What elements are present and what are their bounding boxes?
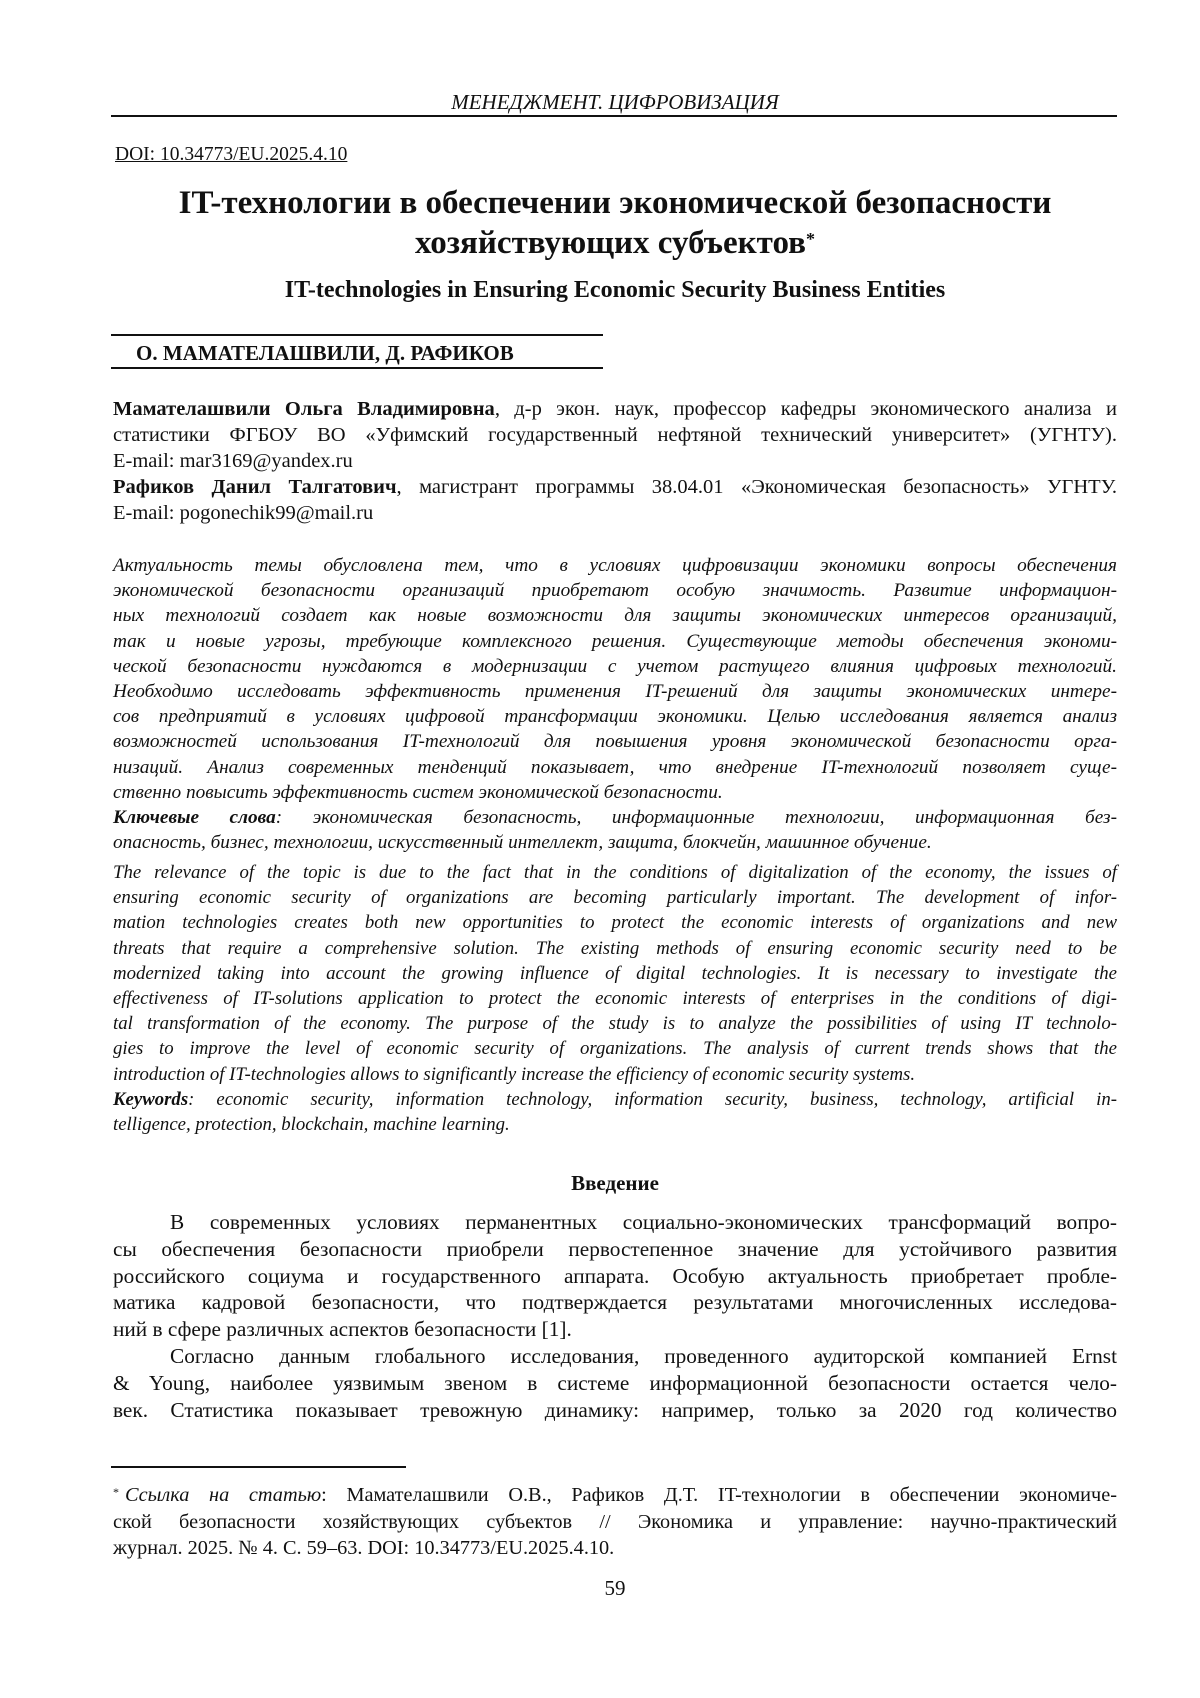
line-text: gies to improve the level of economic security of organizations. The analysis of current trends shows that the (113, 1038, 1117, 1059)
line-text: E-mail: pogonechik99@mail.ru (113, 502, 373, 524)
line-text: век. Статистика показывает тревожную динамику: например, только за 2020 год количество (113, 1398, 1117, 1422)
running-header: МЕНЕДЖМЕНТ. ЦИФРОВИЗАЦИЯ (113, 89, 1117, 115)
authors-bottom-rule (111, 367, 603, 369)
text-line (113, 578, 1117, 603)
line-lead-label: Ссылка на статью (125, 1484, 321, 1506)
text-line (113, 654, 1117, 679)
line-text: матика кадровой безопасности, что подтверждается результатами многочисленных исследова- (113, 1290, 1117, 1314)
line-text: : Мамателашвили О.В., Рафиков Д.Т. IT-технологии в обеспечении экономиче- (321, 1484, 1117, 1506)
line-text: возможностей использования IT-технологий для повышения уровня экономической безопасности орга- (113, 731, 1117, 752)
text-line (113, 755, 1117, 780)
text-line (113, 500, 1117, 526)
text-line (113, 1343, 1117, 1370)
section-heading-introduction: Введение (113, 1170, 1117, 1196)
line-text: : economic security, information technology, information security, business, technology, artificial in- (188, 1089, 1117, 1110)
title-line-text: хозяйствующих субъектов (415, 225, 806, 261)
line-text: effectiveness of IT-solutions application to protect the economic interests of enterprises in the conditions of digi- (113, 988, 1117, 1009)
footnote-rule (111, 1466, 406, 1468)
line-text: threats that require a comprehensive solution. The existing methods of ensuring economic security need to be (113, 938, 1117, 959)
line-text: & Young, наиболее уязвимым звеном в системе информационной безопасности остается чело- (113, 1371, 1117, 1395)
authors-top-rule (111, 334, 603, 336)
title-line (113, 223, 1117, 263)
text-line (113, 396, 1117, 422)
text-line (113, 1482, 1117, 1509)
line-lead-label: Мамателашвили Ольга Владимировна (113, 398, 495, 420)
text-line (113, 885, 1117, 910)
text-line (113, 1011, 1117, 1036)
text-line (113, 1397, 1117, 1424)
text-line (113, 936, 1117, 961)
text-line (113, 1112, 1117, 1137)
line-text: Согласно данным глобального исследования, проведенного аудиторской компанией Ernst (170, 1344, 1117, 1368)
text-line (113, 830, 1117, 855)
text-line (113, 1036, 1117, 1061)
line-text: российского социума и государственного аппарата. Особую актуальность приобретает пробле- (113, 1264, 1117, 1288)
line-lead-label: Рафиков Данил Талгатович (113, 476, 397, 498)
text-line (113, 629, 1117, 654)
footnote-mark: * (113, 1485, 119, 1499)
line-text: сов предприятий в условиях цифровой трансформации экономики. Целью исследования является анализ (113, 706, 1117, 727)
text-line (113, 729, 1117, 754)
doi-link[interactable]: DOI: 10.34773/EU.2025.4.10 (115, 143, 347, 167)
line-text: introduction of IT-technologies allows to significantly increase the efficiency of economic security systems. (113, 1064, 915, 1085)
text-line (113, 961, 1117, 986)
text-line (113, 1263, 1117, 1290)
line-text: низаций. Анализ современных тенденций показывает, что внедрение IT-технологий позволяет суще- (113, 757, 1117, 778)
text-line (113, 805, 1117, 830)
title-footnote-mark[interactable]: * (806, 229, 815, 249)
text-line (113, 1062, 1117, 1087)
line-text: ческой безопасности нуждаются в модернизации с учетом растущего влияния цифровых технологий. (113, 656, 1117, 677)
title-line: IT-технологии в обеспечении экономической безопасности (113, 183, 1117, 223)
text-line (113, 474, 1117, 500)
line-text: The relevance of the topic is due to the fact that in the conditions of digitalization of the economy, the issues of (113, 862, 1117, 883)
line-text: Необходимо исследовать эффективность применения IT-решений для защиты экономических интере- (113, 681, 1117, 702)
text-line (113, 679, 1117, 704)
line-text: В современных условиях перманентных социально-экономических трансформаций вопро- (170, 1210, 1117, 1234)
text-line (113, 704, 1117, 729)
line-text: так и новые угрозы, требующие комплексного решения. Существующие методы обеспечения экономи- (113, 631, 1117, 652)
text-line (113, 422, 1117, 448)
author-affiliations (113, 396, 1117, 526)
text-line (113, 780, 1117, 805)
header-rule (111, 115, 1117, 117)
text-line (113, 860, 1117, 885)
body-text (113, 1209, 1117, 1423)
page-number: 59 (113, 1575, 1117, 1601)
text-line (113, 1236, 1117, 1263)
line-text: ных технологий создает как новые возможности для защиты экономических интересов организаций, (113, 605, 1117, 626)
line-text: ensuring economic security of organizations are becoming particularly important. The development of infor- (113, 887, 1117, 908)
line-text: журнал. 2025. № 4. С. 59–63. DOI: 10.34773/EU.2025.4.10. (113, 1537, 614, 1559)
line-text: tal transformation of the economy. The purpose of the study is to analyze the possibilities of using IT technolo- (113, 1013, 1117, 1034)
line-text: экономической безопасности организаций приобретают особую значимость. Развитие информацион- (113, 580, 1117, 601)
line-text: сы обеспечения безопасности приобрели первостепенное значение для устойчивого развития (113, 1237, 1117, 1261)
line-text: опасность, бизнес, технологии, искусственный интеллект, защита, блокчейн, машинное обучение. (113, 832, 932, 853)
line-text: ственно повысить эффективность систем экономической безопасности. (113, 782, 723, 803)
text-line (113, 1289, 1117, 1316)
text-line (113, 1535, 1117, 1562)
text-line (113, 1316, 1117, 1343)
line-text: , д-р экон. наук, профессор кафедры экономического анализа и (495, 398, 1117, 420)
article-title (113, 183, 1117, 263)
text-line (113, 1209, 1117, 1236)
abstract-ru (113, 553, 1117, 855)
text-line (113, 448, 1117, 474)
text-line (113, 986, 1117, 1011)
line-text: статистики ФГБОУ ВО «Уфимский государственный нефтяной технический университет» (УГНТУ). (113, 424, 1117, 446)
line-text: , магистрант программы 38.04.01 «Экономическая безопасность» УГНТУ. (397, 476, 1117, 498)
line-text: telligence, protection, blockchain, machine learning. (113, 1114, 510, 1135)
line-lead-label: Keywords (113, 1089, 188, 1110)
authors: О. МАМАТЕЛАШВИЛИ, Д. РАФИКОВ (136, 340, 514, 366)
line-text: ний в сфере различных аспектов безопасности [1]. (113, 1317, 572, 1341)
abstract-en (113, 860, 1117, 1137)
text-line (113, 603, 1117, 628)
line-lead-label: Ключевые слова (113, 807, 276, 828)
text-line (113, 553, 1117, 578)
line-text: modernized taking into account the growing influence of digital technologies. It is necessary to investigate the (113, 963, 1117, 984)
text-line (113, 1370, 1117, 1397)
text-line (113, 910, 1117, 935)
line-text: : экономическая безопасность, информационные технологии, информационная без- (276, 807, 1117, 828)
text-line (113, 1509, 1117, 1536)
line-text: E-mail: mar3169@yandex.ru (113, 450, 353, 472)
text-line (113, 1087, 1117, 1112)
article-subtitle-en: IT-technologies in Ensuring Economic Security Business Entities (113, 276, 1117, 304)
footnote (113, 1482, 1117, 1562)
line-text: Актуальность темы обусловлена тем, что в условиях цифровизации экономики вопросы обеспечения (113, 555, 1117, 576)
line-text: mation technologies creates both new opportunities to protect the economic interests of organizations and new (113, 912, 1117, 933)
line-text: ской безопасности хозяйствующих субъектов // Экономика и управление: научно-практический (113, 1511, 1117, 1533)
